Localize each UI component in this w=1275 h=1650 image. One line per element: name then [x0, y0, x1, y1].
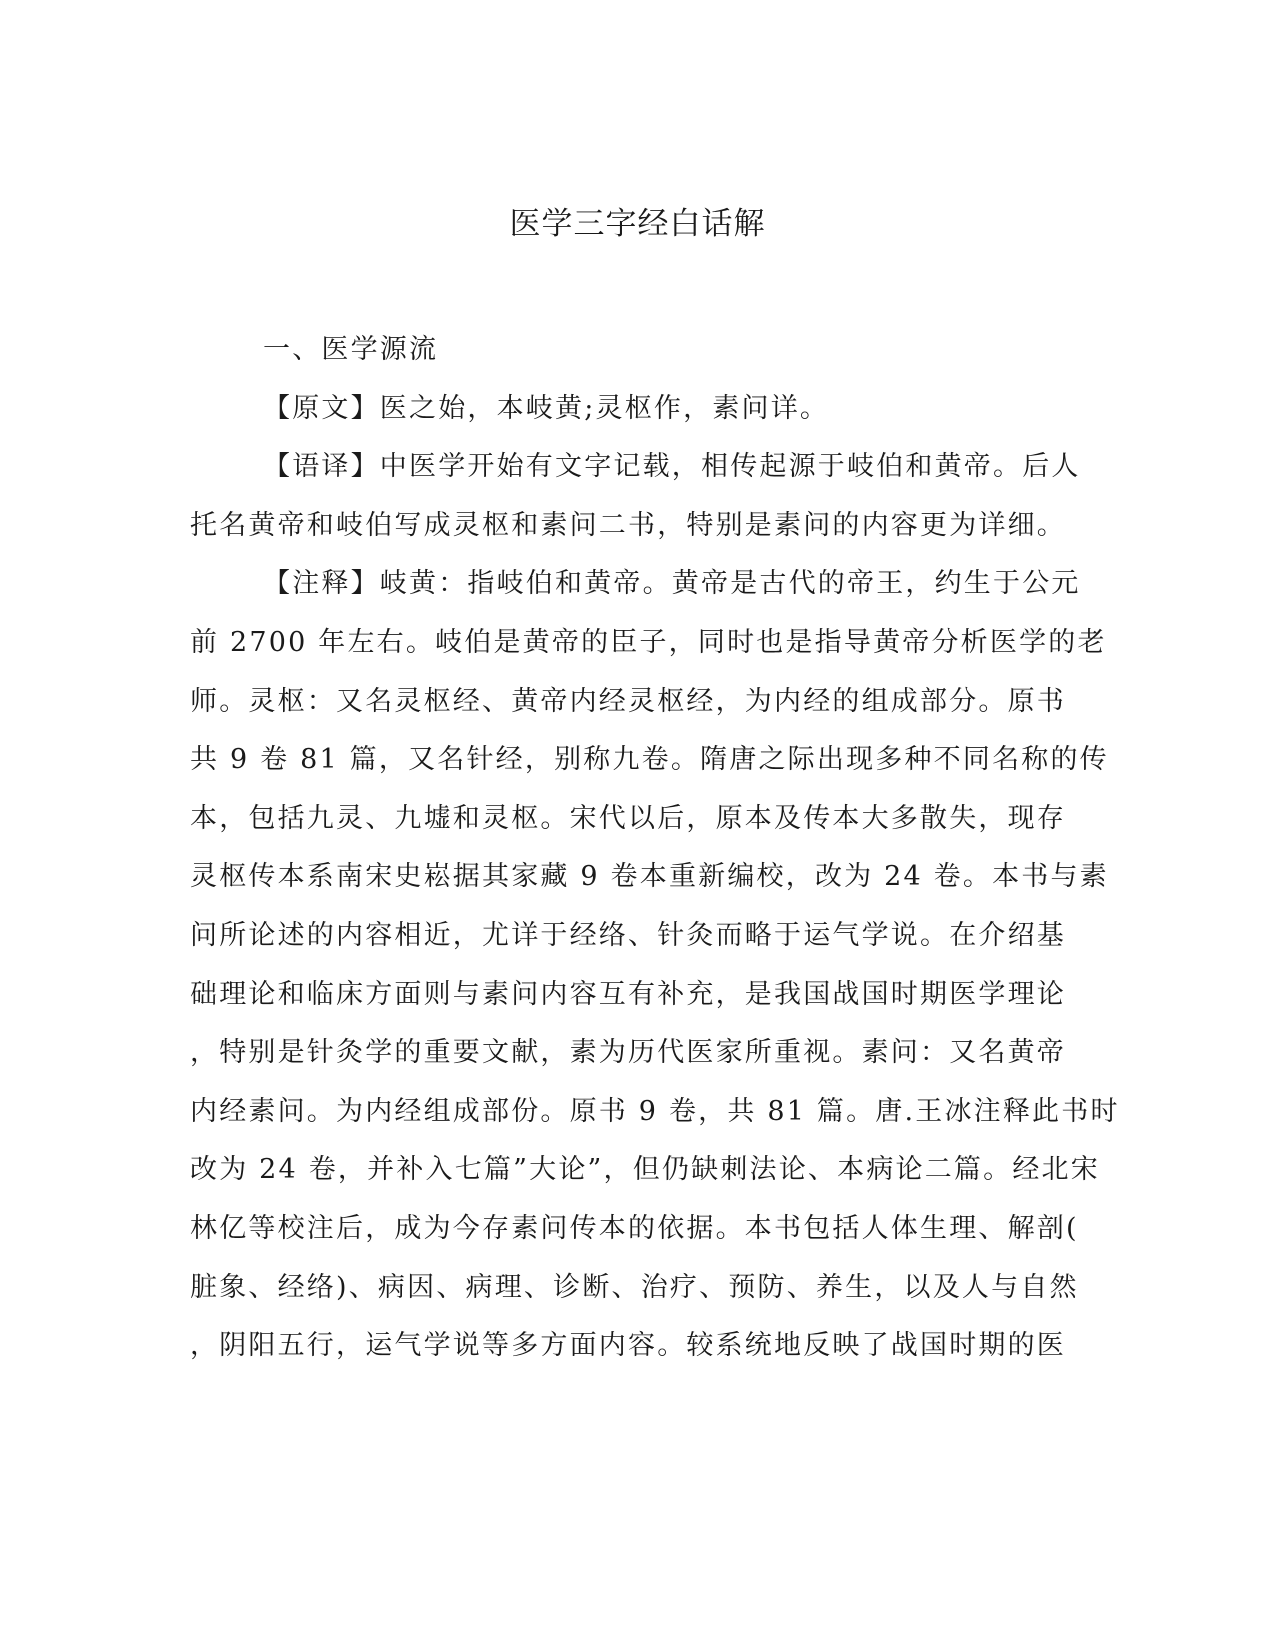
paragraph-line: 础理论和临床方面则与素问内容互有补充，是我国战国时期医学理论 [190, 978, 1066, 1010]
paragraph-line: 前 2700 年左右。岐伯是黄帝的臣子，同时也是指导黄帝分析医学的老 [190, 626, 1107, 658]
paragraph-line: 【注释】岐黄：指岐伯和黄帝。黄帝是古代的帝王，约生于公元 [263, 568, 1081, 600]
paragraph-line: 共 9 卷 81 篇，又名针经，别称九卷。隋唐之际出现多种不同名称的传 [190, 744, 1109, 776]
paragraph-line: 【语译】中医学开始有文字记载，相传起源于岐伯和黄帝。后人 [263, 451, 1081, 483]
paragraph-line: 灵枢传本系南宋史崧据其家藏 9 卷本重新编校，改为 24 卷。本书与素 [190, 861, 1109, 893]
paragraph-line: 脏象、经络)、病因、病理、诊断、治疗、预防、养生，以及人与自然 [190, 1271, 1079, 1303]
paragraph-line: 【原文】医之始，本岐黄;灵枢作，素问详。 [263, 392, 830, 424]
paragraph-line: 林亿等校注后，成为今存素问传本的依据。本书包括人体生理、解剖( [190, 1212, 1079, 1244]
paragraph-line: 内经素问。为内经组成部份。原书 9 卷，共 81 篇。唐.王冰注释此书时 [190, 1095, 1120, 1127]
paragraph-line: 托名黄帝和岐伯写成灵枢和素问二书，特别是素问的内容更为详细。 [190, 509, 1066, 541]
section-heading: 一、医学源流 [263, 334, 439, 365]
paragraph-line: ，阴阳五行，运气学说等多方面内容。较系统地反映了战国时期的医 [190, 1330, 1066, 1362]
paragraph-line: 师。灵枢：又名灵枢经、黄帝内经灵枢经，为内经的组成部分。原书 [190, 685, 1066, 717]
paragraph-line: 问所论述的内容相近，尤详于经络、针灸而略于运气学说。在介绍基 [190, 919, 1066, 951]
paragraph-line: ，特别是针灸学的重要文献，素为历代医家所重视。素问：又名黄帝 [190, 1037, 1066, 1069]
page-title: 医学三字经白话解 [509, 206, 766, 242]
document-body [190, 321, 1120, 1376]
paragraph-line: 改为 24 卷，并补入七篇”大论”，但仍缺刺法论、本病论二篇。经北宋 [190, 1154, 1100, 1186]
paragraph-line: 本，包括九灵、九墟和灵枢。宋代以后，原本及传本大多散失，现存 [190, 802, 1066, 834]
